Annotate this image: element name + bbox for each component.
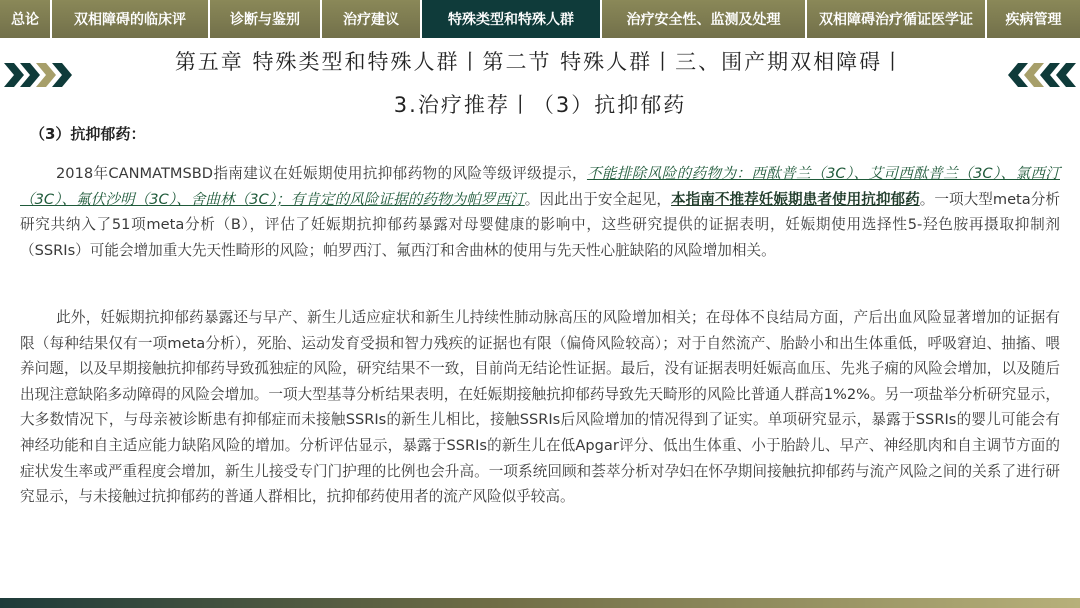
paragraph-1 bbox=[20, 161, 1060, 263]
tab-safety-monitoring[interactable]: 治疗安全性、监测及处理 bbox=[602, 0, 807, 38]
risk-drug-list: 不能排除风险的药物为：西酞普兰（3C）、艾司西酞普兰（3C）、氯西汀（3C）、氟伏沙明（3C）、舍曲林（3C）；有肯定的风险证据的药物为帕罗西汀 bbox=[20, 165, 1060, 208]
paragraph-1-intro: 2018年CANMATMSBD指南建议在妊娠期使用抗抑郁药物的风险等级评级提示， bbox=[56, 165, 587, 182]
tab-clinical-assessment[interactable]: 双相障碍的临床评 bbox=[52, 0, 210, 38]
tab-disease-management[interactable]: 疾病管理 bbox=[987, 0, 1080, 38]
paragraph-2 bbox=[20, 305, 1060, 510]
page-title-line-1: 第五章 特殊类型和特殊人群丨第二节 特殊人群丨三、围产期双相障碍丨 bbox=[174, 50, 906, 74]
tab-general[interactable]: 总论 bbox=[0, 0, 52, 38]
tab-special-populations[interactable]: 特殊类型和特殊人群 bbox=[422, 0, 602, 38]
tab-diagnosis[interactable]: 诊断与鉴别 bbox=[210, 0, 322, 38]
guideline-recommendation: 本指南不推荐妊娠期患者使用抗抑郁药 bbox=[671, 190, 920, 208]
page-title-line-2: 3.治疗推荐丨（3）抗抑郁药 bbox=[393, 93, 687, 117]
tab-evidence-based[interactable]: 双相障碍治疗循证医学证 bbox=[807, 0, 987, 38]
paragraph-1-connector: 。因此出于安全起见， bbox=[524, 190, 672, 208]
footer-bar bbox=[0, 598, 1080, 608]
paragraph-2-body: 此外，妊娠期抗抑郁药暴露还与早产、新生儿适应症状和新生儿持续性肺动脉高压的风险增加相关；在母体不良结局方面，产后出血风险显著增加的证据有限（每种结果仅有一项meta分析），死胎、运动发育受损和智力残疾的证据也有限（偏倚风险较高）；对于自然流产、胎龄小和出生体重低，呼吸窘迫、抽搐、喂养问题，以及早期接触抗抑郁药导致孤独症的风险，研究结果不一致，目前尚无结论性证据。最后，没有证据表明妊娠高血压、先兆子痫的风险会增加，以及随后出现注意缺陷多动障碍的风险会增加。一项大型基荨分析结果表明，在妊娠期接触抗抑郁药导致先天畸形的风险比普通人群高1%2%。另一项盐举分析研究显示，大多数情况下，与母亲被诊断患有抑郁症而未接触SSRIs的新生儿相比，接触SSRIs后风险增加的情况得到了证实。单项研究显示，暴露于SSRIs的婴儿可能会有神经功能和自主适应能力缺陷风险的增加。分析评估显示，暴露于SSRIs的新生儿在低Apgar评分、低出生体重、小于胎龄儿、早产、神经肌肉和自主调节方面的症状发生率或严重程度会增加，新生儿接受专门门护理的比例也会升高。一项系统回顾和荟萃分析对孕妇在怀孕期间接触抗抑郁药与流产风险之间的关系了进行研究显示，与未接触过抗抑郁药的普通人群相比，抗抑郁药使用者的流产风险似乎较高。 bbox=[20, 309, 1060, 506]
top-nav bbox=[0, 0, 1080, 38]
paragraph-1-body: 。一项大型meta分析研究共纳入了51项meta分析（B），评估了妊娠期抗抑郁药暴露对母婴健康的影响中，这些研究提供的证据表明，妊娠期使用选择性5-羟色胺再摄取抑制剂（SSRIs）可能会增加重大先天性畸形的风险；帕罗西汀、氟西汀和舍曲林的使用与先天性心脏缺陷的风险增加相关。 bbox=[20, 190, 1060, 259]
tab-treatment[interactable]: 治疗建议 bbox=[322, 0, 422, 38]
section-subheading: （3）抗抑郁药： bbox=[30, 125, 146, 143]
